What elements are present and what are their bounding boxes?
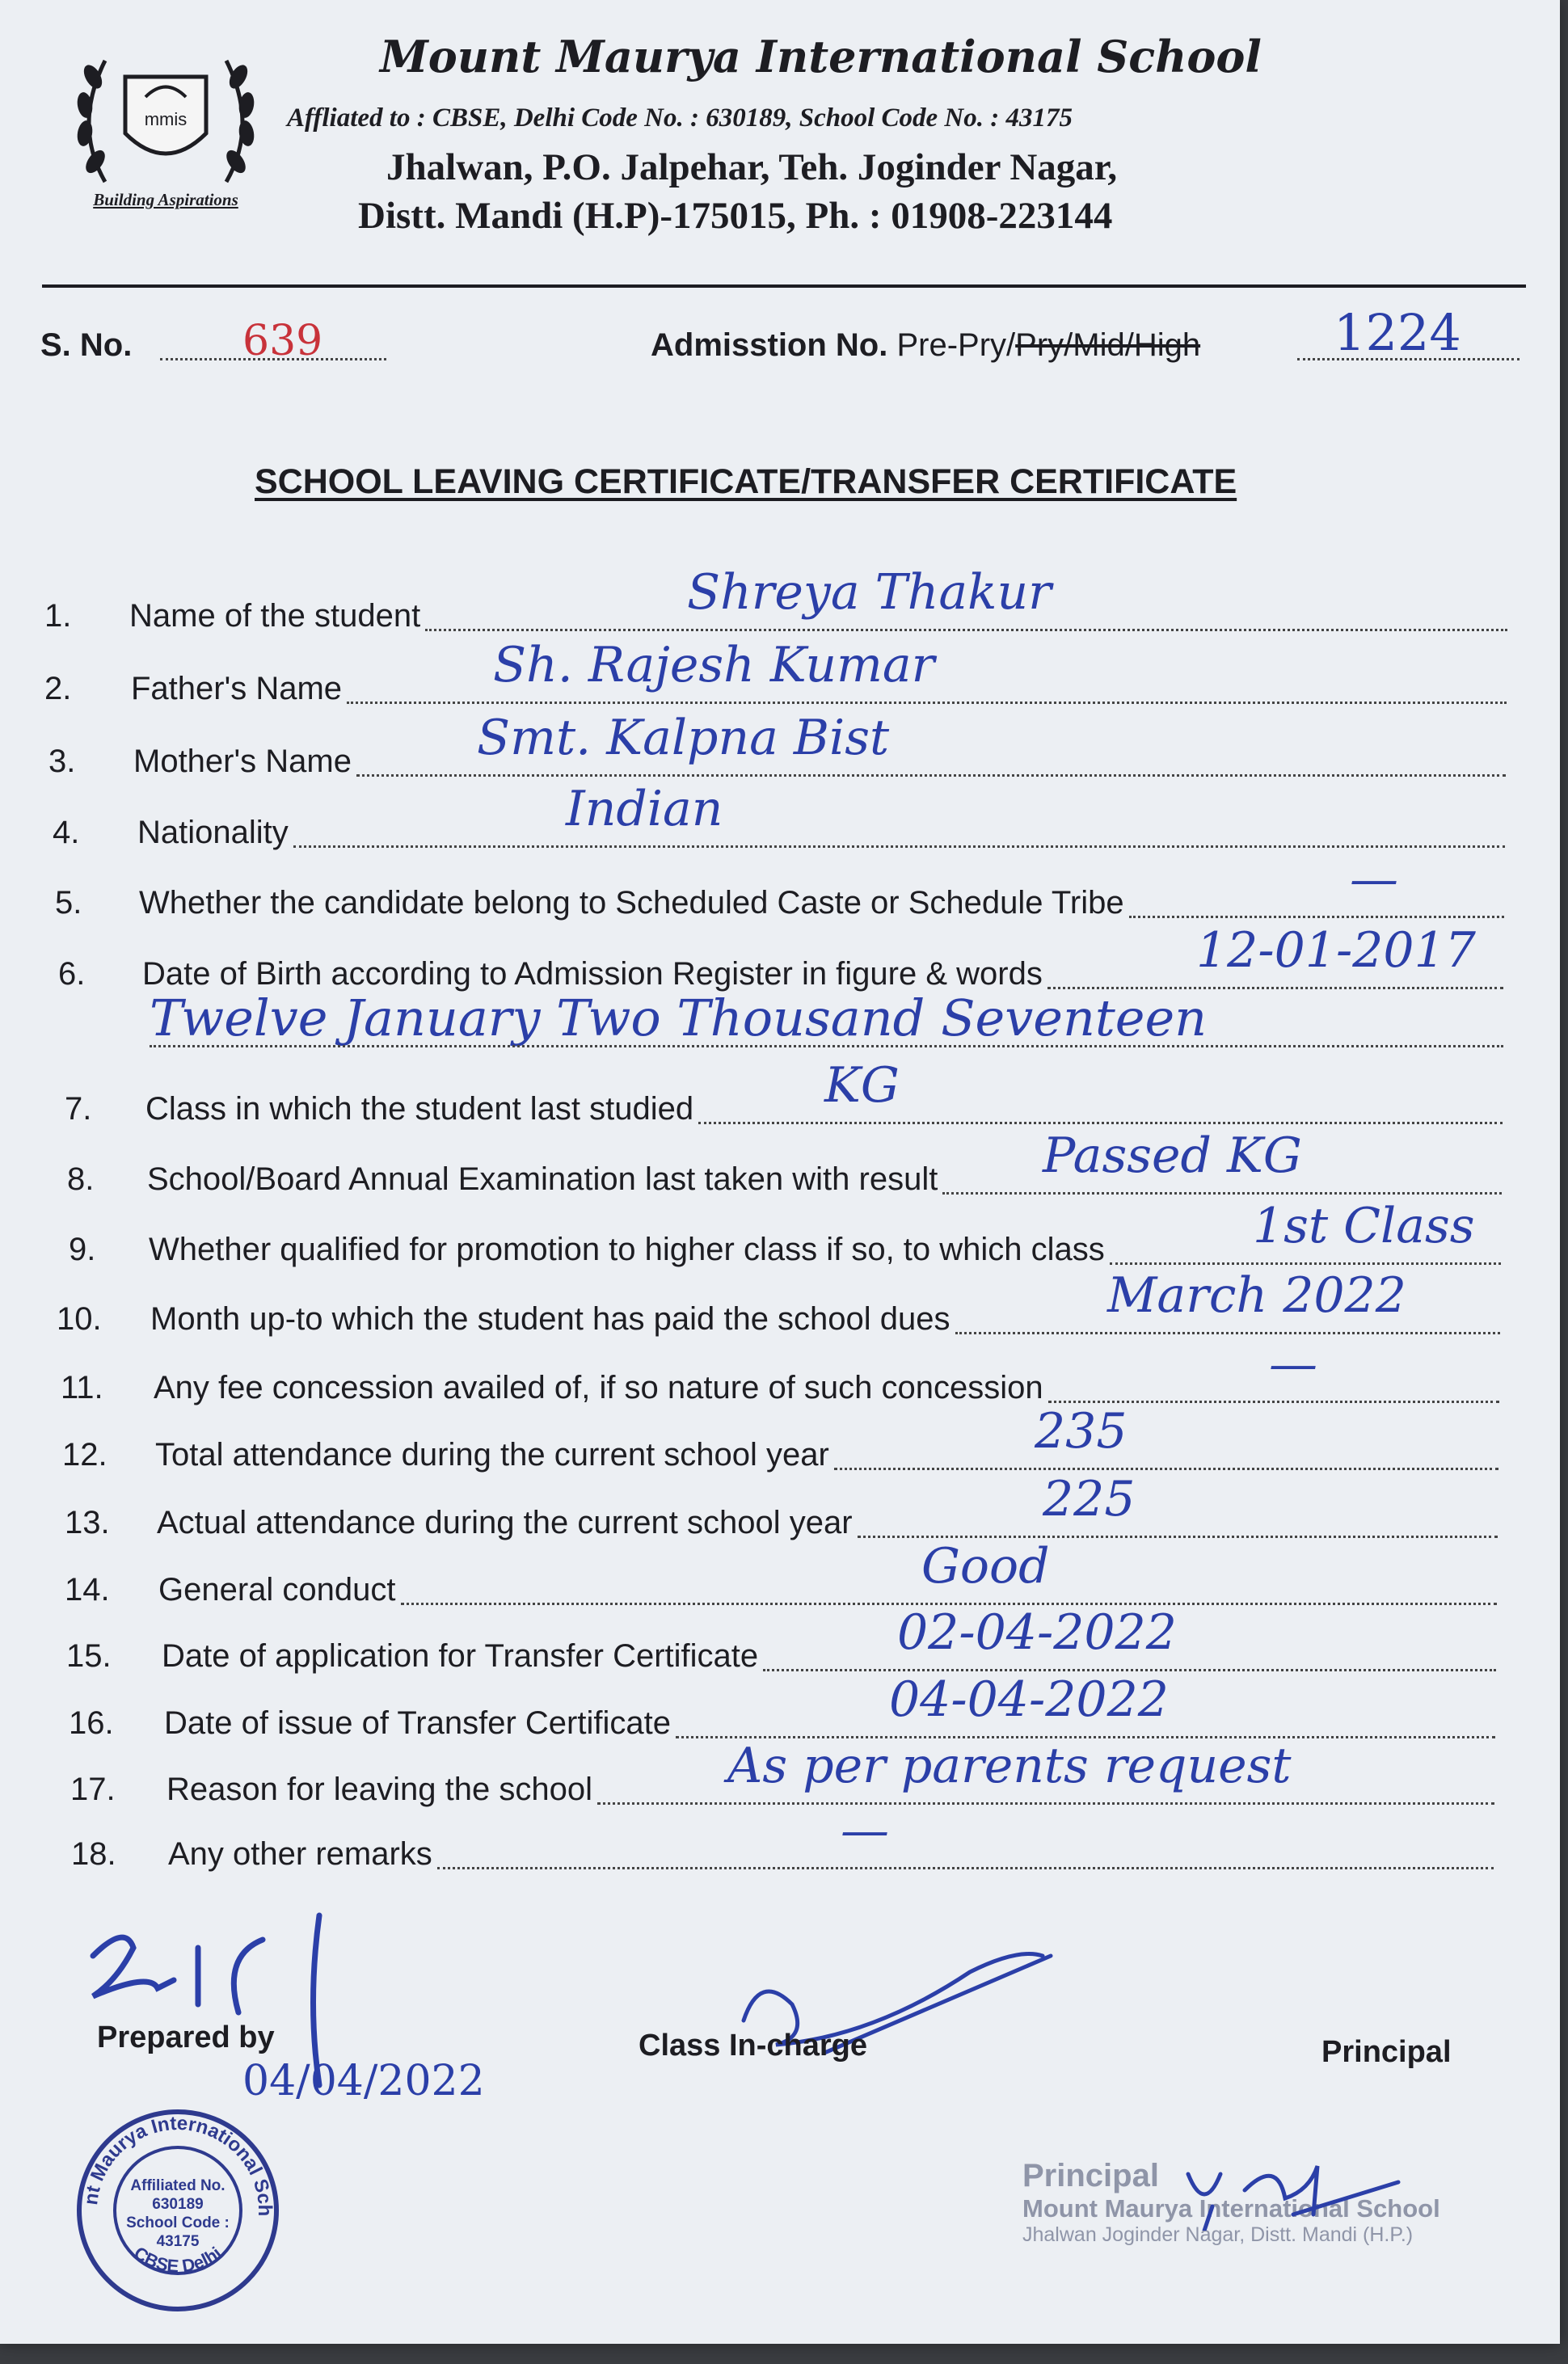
field-label: Date of Birth according to Admission Register in figure & words [142, 956, 1043, 992]
field-value: 225 [1043, 1471, 1136, 1528]
school-name: Mount Maurya International School [380, 31, 1262, 82]
field-dotted-line [437, 1867, 1494, 1869]
admission-label: Admisstion No. Pre-Pry/Pry/Mid/High [651, 327, 1201, 363]
field-label: Any other remarks [168, 1836, 432, 1872]
field-number: 6. [58, 956, 86, 992]
field-value: Indian [566, 781, 723, 837]
field-dotted-line [150, 1045, 1503, 1047]
field-label: Name of the student [129, 598, 421, 634]
field-value: Sh. Rajesh Kumar [493, 637, 935, 693]
certificate-title: SCHOOL LEAVING CERTIFICATE/TRANSFER CERTIFICATE [255, 462, 1237, 501]
header-divider [42, 284, 1526, 288]
field-number: 13. [65, 1505, 110, 1540]
field-dotted-line [425, 629, 1507, 631]
field-dotted-line [293, 845, 1505, 848]
field-label: School/Board Annual Examination last taken with result [147, 1161, 938, 1197]
signature-scribble-icon [1172, 2142, 1414, 2231]
principal-stamp-address: Jhalwan Joginder Nagar, Distt. Mandi (H.P.) [1022, 2223, 1414, 2246]
field-label: Whether qualified for promotion to higher class if so, to which class [149, 1232, 1105, 1267]
affiliation-line: Affliated to : CBSE, Delhi Code No. : 630189, School Code No. : 43175 [287, 103, 1073, 133]
field-value: 235 [1035, 1403, 1128, 1460]
field-value: As per parents request [727, 1738, 1292, 1794]
svg-text:43175: 43175 [156, 2233, 200, 2250]
field-number: 18. [71, 1836, 116, 1872]
field-label: Nationality [137, 815, 289, 850]
field-value: March 2022 [1107, 1267, 1406, 1324]
field-number: 7. [65, 1091, 92, 1127]
field-label: Date of issue of Transfer Certificate [164, 1705, 671, 1741]
round-seal-icon [73, 2105, 283, 2316]
field-label: Month up-to which the student has paid the school dues [150, 1301, 950, 1337]
field-value: — [1350, 851, 1398, 908]
principal-label: Principal [1321, 2035, 1452, 2069]
field-label: Whether the candidate belong to Scheduled Caste or Schedule Tribe [139, 885, 1124, 921]
field-label: Reason for leaving the school [166, 1772, 592, 1807]
field-number: 4. [53, 815, 80, 850]
class-incharge-label: Class In-charge [639, 2029, 867, 2063]
field-number: 17. [70, 1772, 116, 1807]
field-value: 12-01-2017 [1196, 922, 1476, 979]
principal-stamp-school: Mount Maurya International School [1022, 2194, 1440, 2223]
field-number: 15. [66, 1638, 112, 1674]
field-value: 02-04-2022 [897, 1604, 1177, 1661]
field-value: 1st Class [1253, 1198, 1475, 1254]
field-number: 9. [69, 1232, 96, 1267]
class-incharge-signature [727, 1940, 1067, 2089]
field-number: 10. [57, 1301, 102, 1337]
principal-stamp-title: Principal [1022, 2158, 1159, 2193]
svg-text:630189: 630189 [152, 2196, 204, 2213]
field-dotted-line [942, 1192, 1502, 1195]
field-label: Mother's Name [133, 744, 352, 779]
field-dotted-line [834, 1468, 1498, 1470]
field-dotted-line [698, 1122, 1503, 1124]
prepared-by-label: Prepared by [97, 2021, 275, 2054]
address-line-2: Distt. Mandi (H.P)-175015, Ph. : 01908-223144 [358, 195, 1113, 237]
svg-text:Mount Maurya International Sch: nt Maurya International Sch [80, 2112, 276, 2217]
field-dotted-line [347, 702, 1507, 704]
field-number: 5. [55, 885, 82, 921]
field-value: KG [824, 1057, 900, 1114]
field-label: General conduct [158, 1572, 396, 1608]
field-label: Total attendance during the current school year [155, 1437, 829, 1473]
field-number: 16. [69, 1705, 114, 1741]
address-line-1: Jhalwan, P.O. Jalpehar, Teh. Joginder Nagar, [386, 146, 1118, 188]
school-round-stamp [73, 2105, 283, 2316]
field-dotted-line [356, 774, 1506, 777]
field-label: Father's Name [131, 671, 343, 706]
admission-number-value: 1224 [1334, 303, 1461, 362]
field-label: Class in which the student last studied [145, 1091, 694, 1127]
field-value-words: Twelve January Two Thousand Seventeen [150, 988, 1208, 1047]
field-number: 12. [62, 1437, 107, 1473]
field-dotted-line [1110, 1262, 1501, 1265]
field-dotted-line [955, 1332, 1500, 1334]
logo-motto: Building Aspirations [93, 190, 238, 209]
svg-text:School Code :: School Code : [126, 2214, 230, 2231]
field-value: Good [921, 1538, 1050, 1595]
prepared-date: 04/04/2022 [242, 2057, 485, 2105]
field-number: 1. [44, 598, 72, 634]
field-value: Passed KG [1043, 1127, 1302, 1184]
principal-signature [1172, 2142, 1414, 2235]
field-value: — [841, 1802, 889, 1859]
field-number: 8. [67, 1161, 95, 1197]
field-value: — [1269, 1336, 1317, 1393]
serial-number-value: 639 [242, 317, 323, 365]
svg-text:mmis: mmis [144, 109, 188, 129]
field-value: Smt. Kalpna Bist [477, 710, 890, 766]
field-number: 14. [65, 1572, 110, 1608]
field-number: 11. [61, 1370, 103, 1405]
field-dotted-line [597, 1802, 1494, 1805]
field-value: Shreya Thakur [687, 564, 1052, 621]
field-label: Date of application for Transfer Certificate [162, 1638, 759, 1674]
field-label: Actual attendance during the current school year [157, 1505, 853, 1540]
field-dotted-line [1129, 916, 1504, 918]
school-logo [57, 28, 275, 222]
svg-text:Affiliated No.: Affiliated No. [130, 2177, 226, 2194]
svg-text:CBSE Delhi: CBSE Delhi [130, 2242, 226, 2277]
serial-number-label: S. No. [40, 327, 133, 363]
signature-scribble-icon [727, 1940, 1067, 2085]
field-number: 3. [48, 744, 76, 779]
field-label: Any fee concession availed of, if so nature of such concession [154, 1370, 1043, 1405]
field-value: 04-04-2022 [889, 1671, 1169, 1728]
field-number: 2. [44, 671, 72, 706]
